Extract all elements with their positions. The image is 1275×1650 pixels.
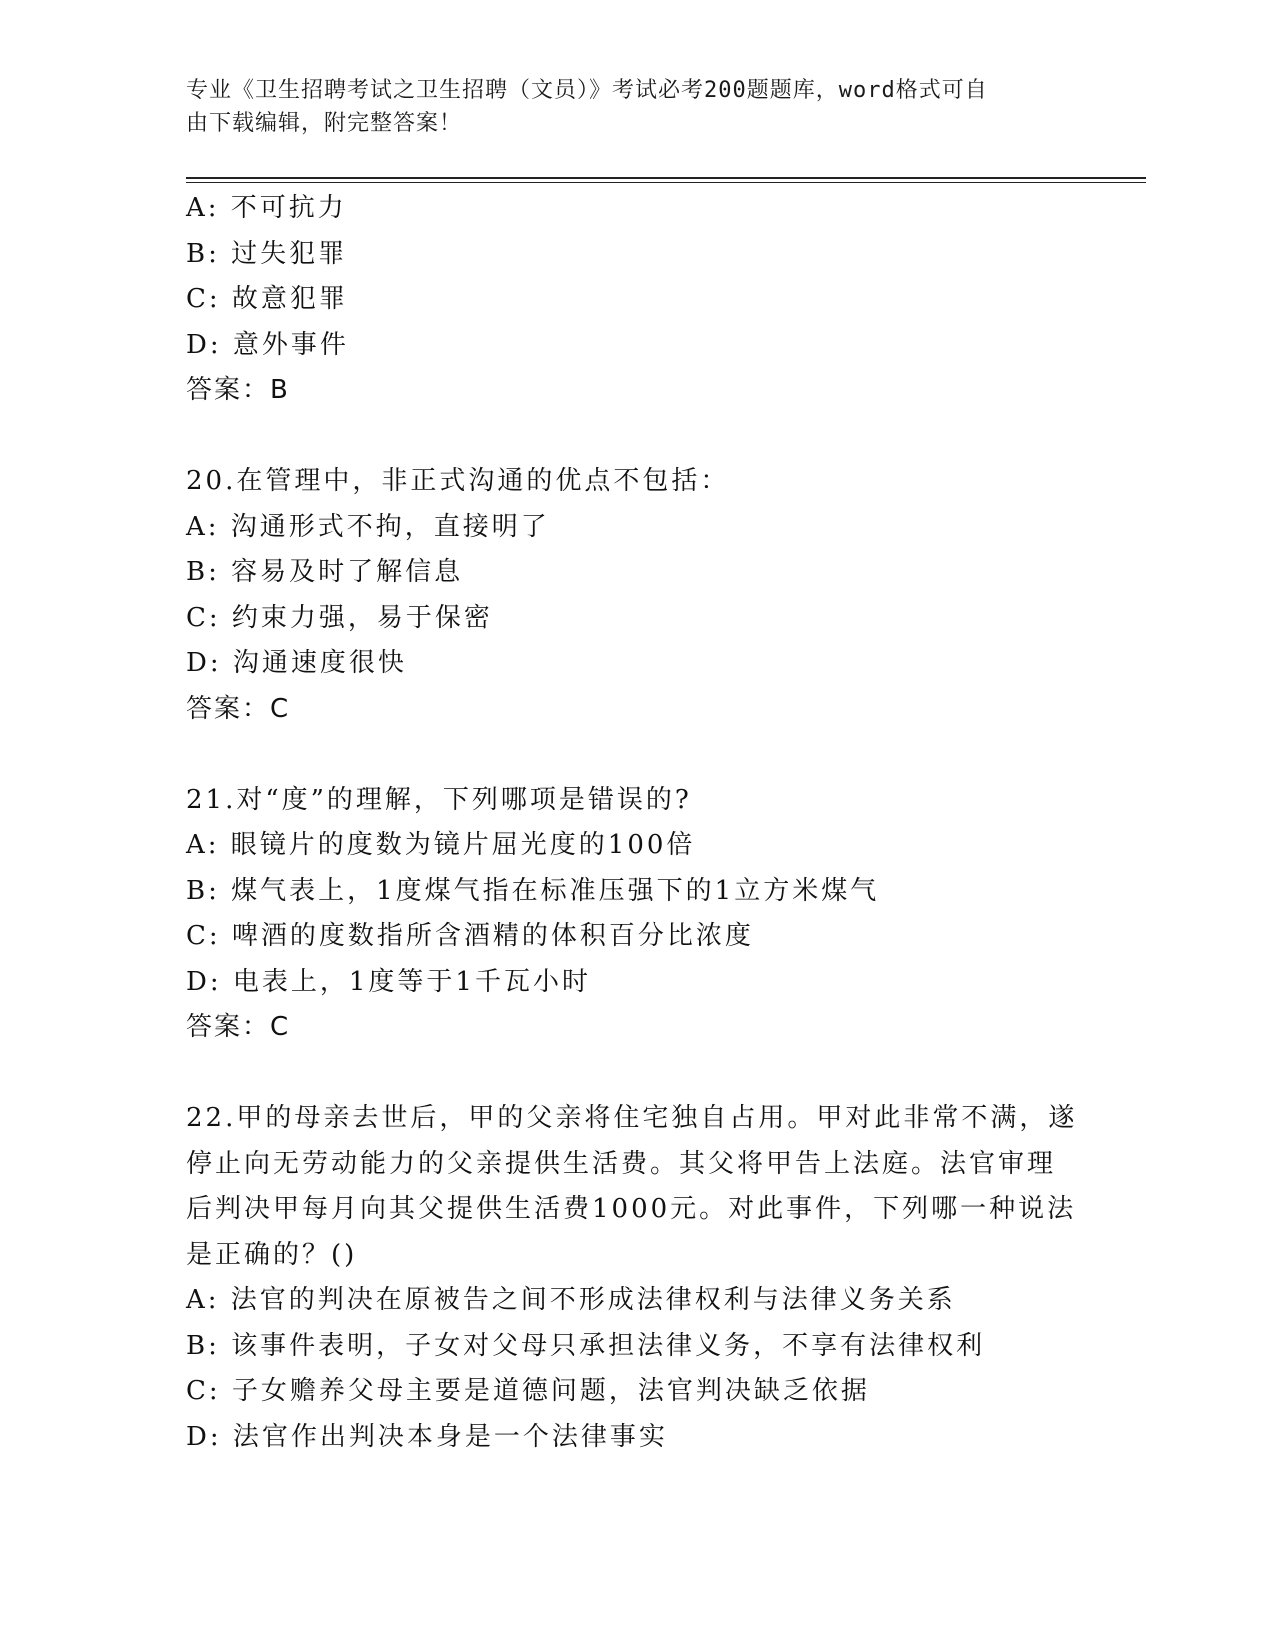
spacer <box>186 732 1086 778</box>
option-a: A: 沟通形式不拘，直接明了 <box>186 511 550 542</box>
option-a: A: 法官的判决在原被告之间不形成法律权利与法律义务关系 <box>186 1285 956 1315</box>
question-text: 21.对“度”的理解，下列哪项是错误的? <box>186 784 692 815</box>
header-divider-thin <box>186 182 1146 183</box>
question-list <box>186 186 1086 1460</box>
question-22 <box>186 1096 1086 1460</box>
header-line-1: 专业《卫生招聘考试之卫生招聘（文员）》考试必考200题题库，word格式可自 <box>186 78 988 103</box>
option-b: B: 过失犯罪 <box>186 238 348 269</box>
spacer <box>186 414 1086 460</box>
option-c: C: 子女赡养父母主要是道德问题，法官判决缺乏依据 <box>186 1376 870 1406</box>
option-d: D: 沟通速度很快 <box>186 648 407 678</box>
option-b: B: 容易及时了解信息 <box>186 557 464 587</box>
answer-line: 答案：C <box>186 693 291 724</box>
option-d: D: 意外事件 <box>186 329 349 360</box>
header-line-2: 由下载编辑，附完整答案！ <box>186 111 463 136</box>
document-header <box>186 74 1066 140</box>
header-divider <box>186 177 1146 179</box>
question-text-line-3: 后判决甲每月向其父提供生活费1000元。对此事件，下列哪一种说法 <box>186 1194 1077 1224</box>
answer-line: 答案：C <box>186 1012 291 1042</box>
option-b: B: 该事件表明，子女对父母只承担法律义务，不享有法律权利 <box>186 1330 986 1361</box>
question-text-line-4: 是正确的？() <box>186 1239 358 1270</box>
option-a: A: 不可抗力 <box>186 193 347 223</box>
question-text-line-2: 停止向无劳动能力的父亲提供生活费。其父将甲告上法庭。法官审理 <box>186 1148 1057 1179</box>
question-21 <box>186 778 1086 1051</box>
question-19 <box>186 186 1086 414</box>
option-a: A: 眼镜片的度数为镜片屈光度的100倍 <box>186 830 696 860</box>
question-text: 20.在管理中，非正式沟通的优点不包括： <box>186 466 730 496</box>
spacer <box>186 1051 1086 1097</box>
option-b: B: 煤气表上，1度煤气指在标准压强下的1立方米煤气 <box>186 875 880 906</box>
option-c: C: 约束力强，易于保密 <box>186 602 493 633</box>
option-d: D: 法官作出判决本身是一个法律事实 <box>186 1421 668 1452</box>
option-c: C: 啤酒的度数指所含酒精的体积百分比浓度 <box>186 921 754 951</box>
option-c: C: 故意犯罪 <box>186 284 348 314</box>
question-20 <box>186 459 1086 732</box>
option-d: D: 电表上，1度等于1千瓦小时 <box>186 966 591 997</box>
answer-line: 答案：B <box>186 375 290 405</box>
question-text-line-1: 22.甲的母亲去世后，甲的父亲将住宅独自占用。甲对此非常不满，遂 <box>186 1103 1078 1133</box>
